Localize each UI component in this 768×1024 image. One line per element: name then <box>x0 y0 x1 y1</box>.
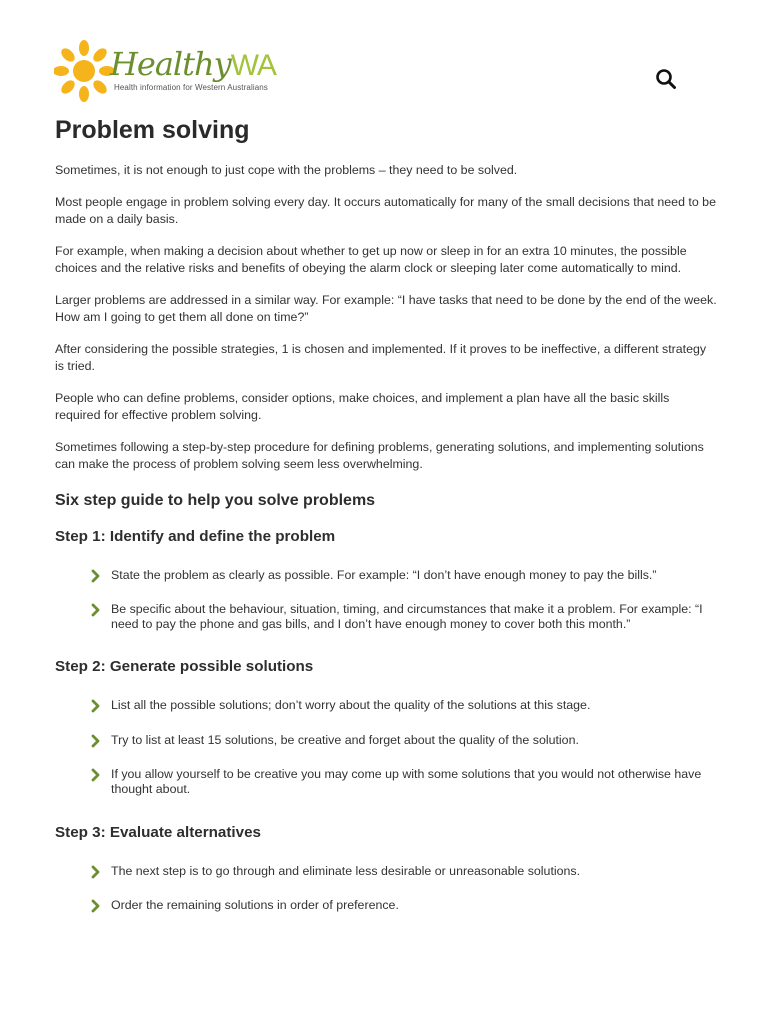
site-header <box>0 0 768 110</box>
step-list <box>55 568 717 632</box>
step-heading: Step 3: Evaluate alternatives <box>55 823 261 841</box>
chevron-right-icon <box>91 734 101 748</box>
intro-paragraph: Larger problems are addressed in a similar way. For example: “I have tasks that need to be done by the end of the week. How am I going to get them all done on time?” <box>55 292 717 324</box>
page-title: Problem solving <box>55 116 250 144</box>
step-item-text: List all the possible solutions; don’t worry about the quality of the solutions at this stage. <box>111 698 591 713</box>
step-list-item <box>55 568 717 583</box>
chevron-right-icon <box>91 899 101 913</box>
step-heading: Step 2: Generate possible solutions <box>55 658 314 676</box>
sun-logo-icon <box>54 40 114 102</box>
step-list <box>55 698 717 796</box>
chevron-right-icon <box>91 603 101 617</box>
step-list-item <box>55 864 717 879</box>
chevron-right-icon <box>91 865 101 879</box>
step-item-text: Order the remaining solutions in order of preference. <box>111 898 399 913</box>
step-item-text: Try to list at least 15 solutions, be creative and forget about the quality of the solution. <box>111 732 579 747</box>
step-item-text: Be specific about the behaviour, situation, timing, and circumstances that make it a problem. For example: “I need to pay the phone and gas bills, and I don’t have enough money to cover both this month.” <box>111 602 703 631</box>
intro-paragraph: After considering the possible strategies, 1 is chosen and implemented. If it proves to be ineffective, a different strategy is tried. <box>55 341 707 373</box>
logo-tagline: Health information for Western Australians <box>114 83 268 92</box>
step-list-item <box>55 602 717 631</box>
step-list <box>55 864 717 913</box>
chevron-right-icon <box>91 768 101 782</box>
step-list-item <box>55 733 717 748</box>
step-list-item <box>55 767 717 796</box>
search-icon <box>654 67 678 91</box>
intro-paragraph: People who can define problems, consider options, make choices, and implement a plan have all the basic skills required for effective problem solving. <box>55 390 670 422</box>
chevron-right-icon <box>91 699 101 713</box>
step-heading: Step 1: Identify and define the problem <box>55 527 336 545</box>
logo-word-healthy: Healthy <box>110 45 231 83</box>
logo-wordmark <box>110 46 276 84</box>
intro-paragraph: Most people engage in problem solving every day. It occurs automatically for many of the small decisions that need to be made on a daily basis. <box>55 194 716 226</box>
step-item-text: The next step is to go through and eliminate less desirable or unreasonable solutions. <box>111 863 581 878</box>
article-content <box>55 112 717 913</box>
logo-word-wa: WA <box>230 49 276 82</box>
intro-paragraph: Sometimes, it is not enough to just cope with the problems – they need to be solved. <box>55 163 518 177</box>
search-button[interactable] <box>654 67 678 91</box>
chevron-right-icon <box>91 569 101 583</box>
step-list-item <box>55 698 717 713</box>
step-item-text: If you allow yourself to be creative you may come up with some solutions that you would not otherwise have thought about. <box>111 767 702 797</box>
intro-paragraph: For example, when making a decision about whether to get up now or sleep in for an extra 10 minutes, the possible choices and the relative risks and benefits of obeying the alarm clock or sleeping later come automatically to mind. <box>55 243 687 275</box>
healthywa-logo[interactable] <box>54 40 289 102</box>
step-item-text: State the problem as clearly as possible. For example: “I don’t have enough money to pay the bills.” <box>111 567 657 582</box>
step-list-item <box>55 898 717 913</box>
intro-paragraph: Sometimes following a step-by-step procedure for defining problems, generating solutions, and implementing solutions can make the process of problem solving seem less overwhelming. <box>55 439 704 471</box>
guide-heading: Six step guide to help you solve problems <box>55 491 376 509</box>
